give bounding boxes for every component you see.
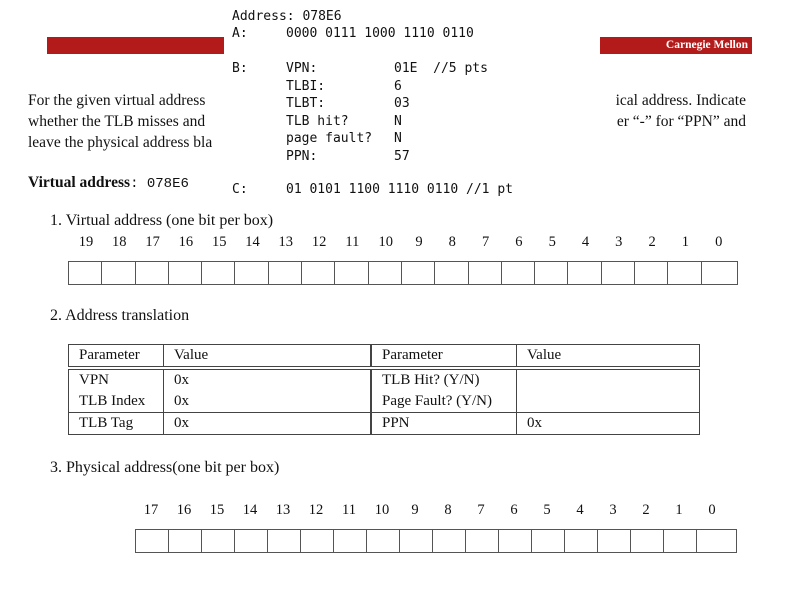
bit-box[interactable] <box>697 530 730 552</box>
bit-box[interactable] <box>269 262 302 284</box>
bit-box[interactable] <box>668 262 701 284</box>
bit-box[interactable] <box>535 262 568 284</box>
intro-line-1-right: ical address. Indicate <box>615 92 746 109</box>
cmu-logo: Carnegie Mellon <box>600 37 752 54</box>
bit-box[interactable] <box>435 262 468 284</box>
answer-b-row-value: 57 <box>394 148 410 164</box>
bit-box[interactable] <box>367 530 400 552</box>
bit-number-label: 17 <box>145 234 160 250</box>
section-3-title: 3. Physical address(one bit per box) <box>50 459 280 476</box>
answer-b-row-value: 01E //5 pts <box>394 61 488 76</box>
bit-number-label: 10 <box>374 502 390 518</box>
bit-number-label: 3 <box>609 502 617 518</box>
bit-number-label: 18 <box>112 234 127 250</box>
bit-box[interactable] <box>202 262 235 284</box>
bit-box[interactable] <box>302 262 335 284</box>
bit-box[interactable] <box>631 530 664 552</box>
bit-box[interactable] <box>69 262 102 284</box>
bit-number-label: 0 <box>715 234 723 250</box>
bit-number-label: 16 <box>176 502 192 518</box>
answer-a-label: A: <box>232 26 248 41</box>
table-row <box>69 413 700 435</box>
bit-number-label: 5 <box>548 234 556 250</box>
bit-number-label: 1 <box>681 234 690 250</box>
answer-b-row-key: VPN: <box>286 61 318 76</box>
table-header-cell: Value <box>164 345 372 367</box>
bit-number-label: 13 <box>278 234 294 250</box>
bit-number-label: 9 <box>411 502 419 518</box>
intro-line-2-left: whether the TLB misses and <box>28 113 206 130</box>
table-row <box>69 370 700 392</box>
bit-number-label: 17 <box>143 502 159 518</box>
bit-number-label: 4 <box>576 502 584 518</box>
bit-box[interactable] <box>202 530 235 552</box>
intro-line-3-left: leave the physical address bla <box>28 134 213 151</box>
bit-box[interactable] <box>635 262 668 284</box>
answer-b-row-value: N <box>394 131 402 146</box>
bit-box[interactable] <box>400 530 433 552</box>
bit-number-label: 12 <box>308 502 324 518</box>
bit-number-label: 6 <box>515 234 523 250</box>
virtual-address-value: : 078E6 <box>130 176 189 192</box>
table-header-cell: Parameter <box>371 345 517 367</box>
bit-number-label: 11 <box>342 502 356 518</box>
bit-number-label: 13 <box>275 502 291 518</box>
table-cell[interactable]: 0x <box>164 370 372 392</box>
table-cell[interactable] <box>517 391 700 413</box>
answer-b-row-key: TLBI: <box>286 78 326 94</box>
bit-number-label: 19 <box>78 234 94 250</box>
bit-box[interactable] <box>169 530 202 552</box>
answer-b-row-value: 03 <box>394 96 410 111</box>
bit-number-label: 5 <box>543 502 551 518</box>
bit-number-label: 11 <box>345 234 360 250</box>
bit-box[interactable] <box>664 530 697 552</box>
bit-box[interactable] <box>402 262 435 284</box>
physical-address-bit-boxes <box>135 529 737 553</box>
table-cell: Page Fault? (Y/N) <box>371 391 517 413</box>
bit-box[interactable] <box>335 262 368 284</box>
bit-number-label: 7 <box>477 502 485 518</box>
answer-b-row-value: 6 <box>394 78 402 94</box>
table-row <box>69 391 700 413</box>
answer-b-label: B: <box>232 61 248 76</box>
table-header-cell: Parameter <box>69 345 164 367</box>
bit-number-label: 14 <box>242 502 258 518</box>
table-cell[interactable]: 0x <box>164 413 372 435</box>
bit-number-label: 2 <box>648 234 656 250</box>
bit-box[interactable] <box>136 262 169 284</box>
bit-box[interactable] <box>499 530 532 552</box>
bit-number-label: 3 <box>615 234 623 250</box>
bit-number-label: 15 <box>209 502 225 518</box>
bit-box[interactable] <box>301 530 334 552</box>
virtual-address-label: Virtual address <box>28 174 131 191</box>
bit-box[interactable] <box>565 530 598 552</box>
bit-box[interactable] <box>235 262 268 284</box>
virtual-address-bit-boxes <box>68 261 738 285</box>
bit-box[interactable] <box>369 262 402 284</box>
table-header-cell: Value <box>527 347 562 363</box>
answer-b-row-key: TLBT: <box>286 96 326 111</box>
table-cell: TLB Tag <box>69 413 164 435</box>
bit-number-label: 1 <box>675 502 683 518</box>
address-translation-table <box>68 344 700 435</box>
table-cell[interactable] <box>517 370 700 392</box>
answer-b-row-value: N <box>394 113 402 129</box>
header-bar-left <box>47 37 233 54</box>
table-cell: PPN <box>371 413 517 435</box>
intro-line-1-left: For the given virtual address <box>28 92 206 109</box>
answer-b-row-key: page fault? <box>286 131 373 146</box>
bit-box[interactable] <box>268 530 301 552</box>
bit-box[interactable] <box>466 530 499 552</box>
table-cell: TLB Hit? (Y/N) <box>371 370 517 392</box>
bit-box[interactable] <box>169 262 202 284</box>
bit-box[interactable] <box>702 262 735 284</box>
bit-box[interactable] <box>102 262 135 284</box>
bit-box[interactable] <box>469 262 502 284</box>
bit-number-label: 10 <box>378 234 393 250</box>
table-cell: VPN <box>69 370 164 392</box>
bit-box[interactable] <box>568 262 601 284</box>
answer-c-label: C: <box>232 182 248 197</box>
section-2-title: 2. Address translation <box>50 307 190 324</box>
bit-box[interactable] <box>235 530 268 552</box>
answer-overlay <box>224 0 560 200</box>
bit-box[interactable] <box>598 530 631 552</box>
bit-number-label: 15 <box>211 234 227 250</box>
bit-number-label: 9 <box>415 234 423 250</box>
table-header-row <box>69 345 700 367</box>
table-cell[interactable]: 0x <box>164 391 372 413</box>
bit-box[interactable] <box>502 262 535 284</box>
virtual-address-line <box>28 172 189 195</box>
table-cell[interactable]: 0x <box>527 415 542 431</box>
bit-box[interactable] <box>136 530 169 552</box>
answer-b-row-key: PPN: <box>286 148 318 164</box>
bit-number-label: 8 <box>444 502 452 518</box>
bit-number-label: 16 <box>178 234 194 250</box>
bit-number-label: 8 <box>448 234 456 250</box>
bit-number-label: 6 <box>510 502 518 518</box>
bit-number-label: 4 <box>581 234 590 250</box>
table-cell: TLB Index <box>69 391 164 413</box>
bit-number-label: 0 <box>708 502 716 518</box>
bit-box[interactable] <box>602 262 635 284</box>
bit-number-label: 2 <box>642 502 650 518</box>
answer-c-value: 01 0101 1100 1110 0110 //1 pt <box>286 182 513 197</box>
bit-box[interactable] <box>532 530 565 552</box>
intro-line-2-right: er “-” for “PPN” and <box>616 113 746 130</box>
bit-number-label: 14 <box>245 234 260 250</box>
answer-b-row-key: TLB hit? <box>286 113 349 129</box>
bit-number-label: 12 <box>311 234 327 250</box>
bit-box[interactable] <box>334 530 367 552</box>
answer-address-line: Address: 078E6 <box>232 9 342 24</box>
section-1-title: 1. Virtual address (one bit per box) <box>50 212 274 229</box>
bit-box[interactable] <box>433 530 466 552</box>
answer-a-value: 0000 0111 1000 1110 0110 <box>286 26 474 41</box>
bit-number-label: 7 <box>481 234 490 250</box>
